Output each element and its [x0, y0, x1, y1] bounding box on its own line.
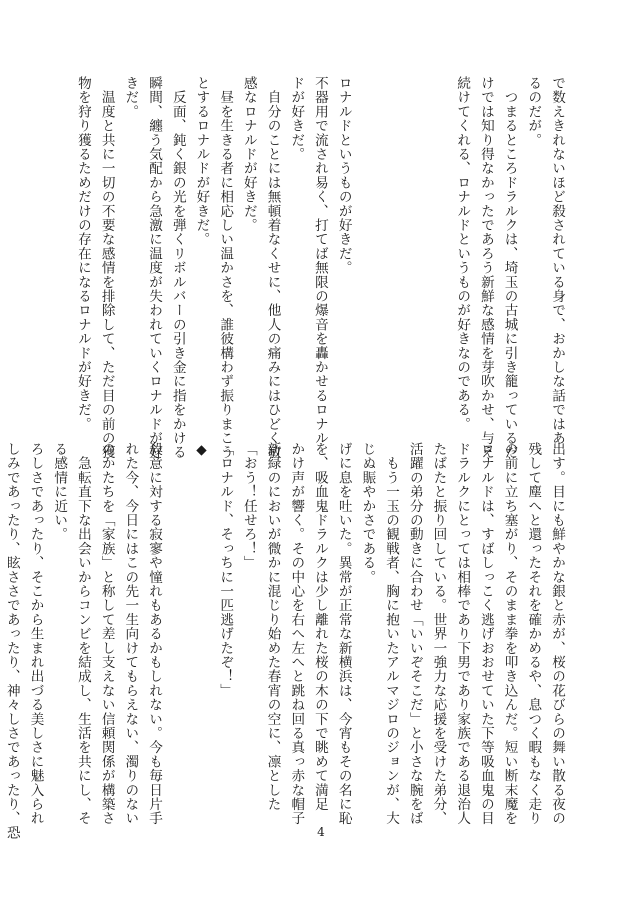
text-line: 殺意に対する寂寥や憧れもあるかもしれない。今も毎日片手 [146, 442, 163, 826]
text-line: かけ声が響く。その中心を右へ左へと跳ね回る真っ赤な帽子 [288, 442, 305, 826]
text-line: きだ。 [122, 76, 139, 119]
text-line: 新緑のにおいが微かに混じり始めた春宵の空に、凛とした [264, 442, 281, 812]
page-number: 4 [317, 825, 325, 839]
lower-text-column [3, 442, 568, 840]
text-line: げに息を吐いた。異常が正常な新横浜は、今宵もその名に恥 [335, 442, 352, 826]
text-line: ロナルドというものが好きだ。 [335, 76, 352, 275]
text-line [378, 76, 402, 381]
text-line: 活躍の弟分の動きに合わせ「いいぞそこだ」と小さな腕をば [406, 442, 423, 826]
text-line [355, 76, 379, 381]
text-line: ◆ [193, 442, 210, 459]
text-line: もう一玉の観戦者、胸に抱いたアルマジロのジョンが、大 [383, 442, 400, 826]
text-line: じぬ賑やかさである。 [359, 442, 376, 584]
text-line: 出す。目にも鮮やかな銀と赤が、桜の花びらの舞い散る夜の [549, 442, 565, 826]
text-line: 急転直下な出会いからコンビを結成し、生活を共にし、そ [74, 442, 91, 826]
text-line: で数えきれないほど殺されている身で、おかしな話ではあ [549, 76, 565, 446]
text-line: とするロナルドが好きだ。 [193, 76, 210, 247]
text-line: 続けてくれる、ロナルドというものが好きなのである。 [454, 76, 471, 431]
text-line: 残して塵へと還ったそれを確かめるや、息つく暇もなく走り [525, 442, 542, 826]
text-line: 温度と共に一切の不要な感情を排除して、ただ目の前の獲 [98, 76, 115, 460]
text-line: ドラルクにとっては相棒であり下男であり家族である退治人 [454, 442, 471, 826]
text-line: 瞬間、纏う気配から急激に温度が失われていくロナルドが好 [146, 76, 163, 460]
text-line: 不器用で流され易く、打てば無限の爆音を轟かせるロナル [311, 76, 328, 446]
text-line: の前に立ち塞がり、そのまま拳を叩き込んだ。短い断末魔を [501, 442, 518, 826]
text-line: れた今、今日にはこの先一生向けてもらえない、濁りのない [122, 442, 139, 826]
text-line: ドが好きだ。 [288, 76, 305, 162]
text-line: 自分のことには無頓着なくせに、他人の痛みにはひどく敏 [264, 76, 281, 460]
text-line: ロナルドは、すばしっこく逃げおおせていた下等吸血鬼の目 [477, 442, 494, 826]
text-line: る感情に近い。 [51, 442, 68, 542]
text-line: けでは知り得なかったであろう新鮮な感情を芽吹かせ、与え [477, 76, 494, 460]
text-line: つまるところドラルクは、埼玉の古城に引き籠っているだ [501, 76, 518, 460]
text-line: 昼を生きる者に相応しい温かさを、誰彼構わず振りまこう [217, 76, 234, 460]
text-line [402, 76, 426, 381]
text-line: を、吸血鬼ドラルクは少し離れた桜の木の下で眺めて満足 [311, 442, 328, 812]
text-line: しみであったり、眩ささであったり、神々しさであったり、恐 [3, 442, 20, 840]
text-line [165, 442, 189, 747]
text-line: 「おう！任せろ！」 [240, 442, 257, 570]
text-line: 反面、鈍く銀の光を弾くリボルバーの引き金に指をかける [169, 76, 186, 460]
text-line [426, 76, 450, 381]
text-line: 物を狩り獲るためだけの存在になるロナルドが好きだ。 [74, 76, 91, 431]
text-line: 「ロナルド、そっちに一匹逃げたぞ！」 [217, 442, 234, 698]
text-line: 感なロナルドが好きだ。 [240, 76, 257, 233]
text-line: たばたと振り回している。世界一強力な応援を受けた弟分、 [430, 442, 447, 826]
text-line: のかたちを「家族」と称して差し支えない信頼関係が構築さ [98, 442, 115, 826]
text-line: ろしさであったり、そこから生まれ出づる美しさに魅入られ [27, 442, 44, 826]
upper-text-column [74, 76, 568, 460]
text-line: るのだが。 [525, 76, 542, 147]
